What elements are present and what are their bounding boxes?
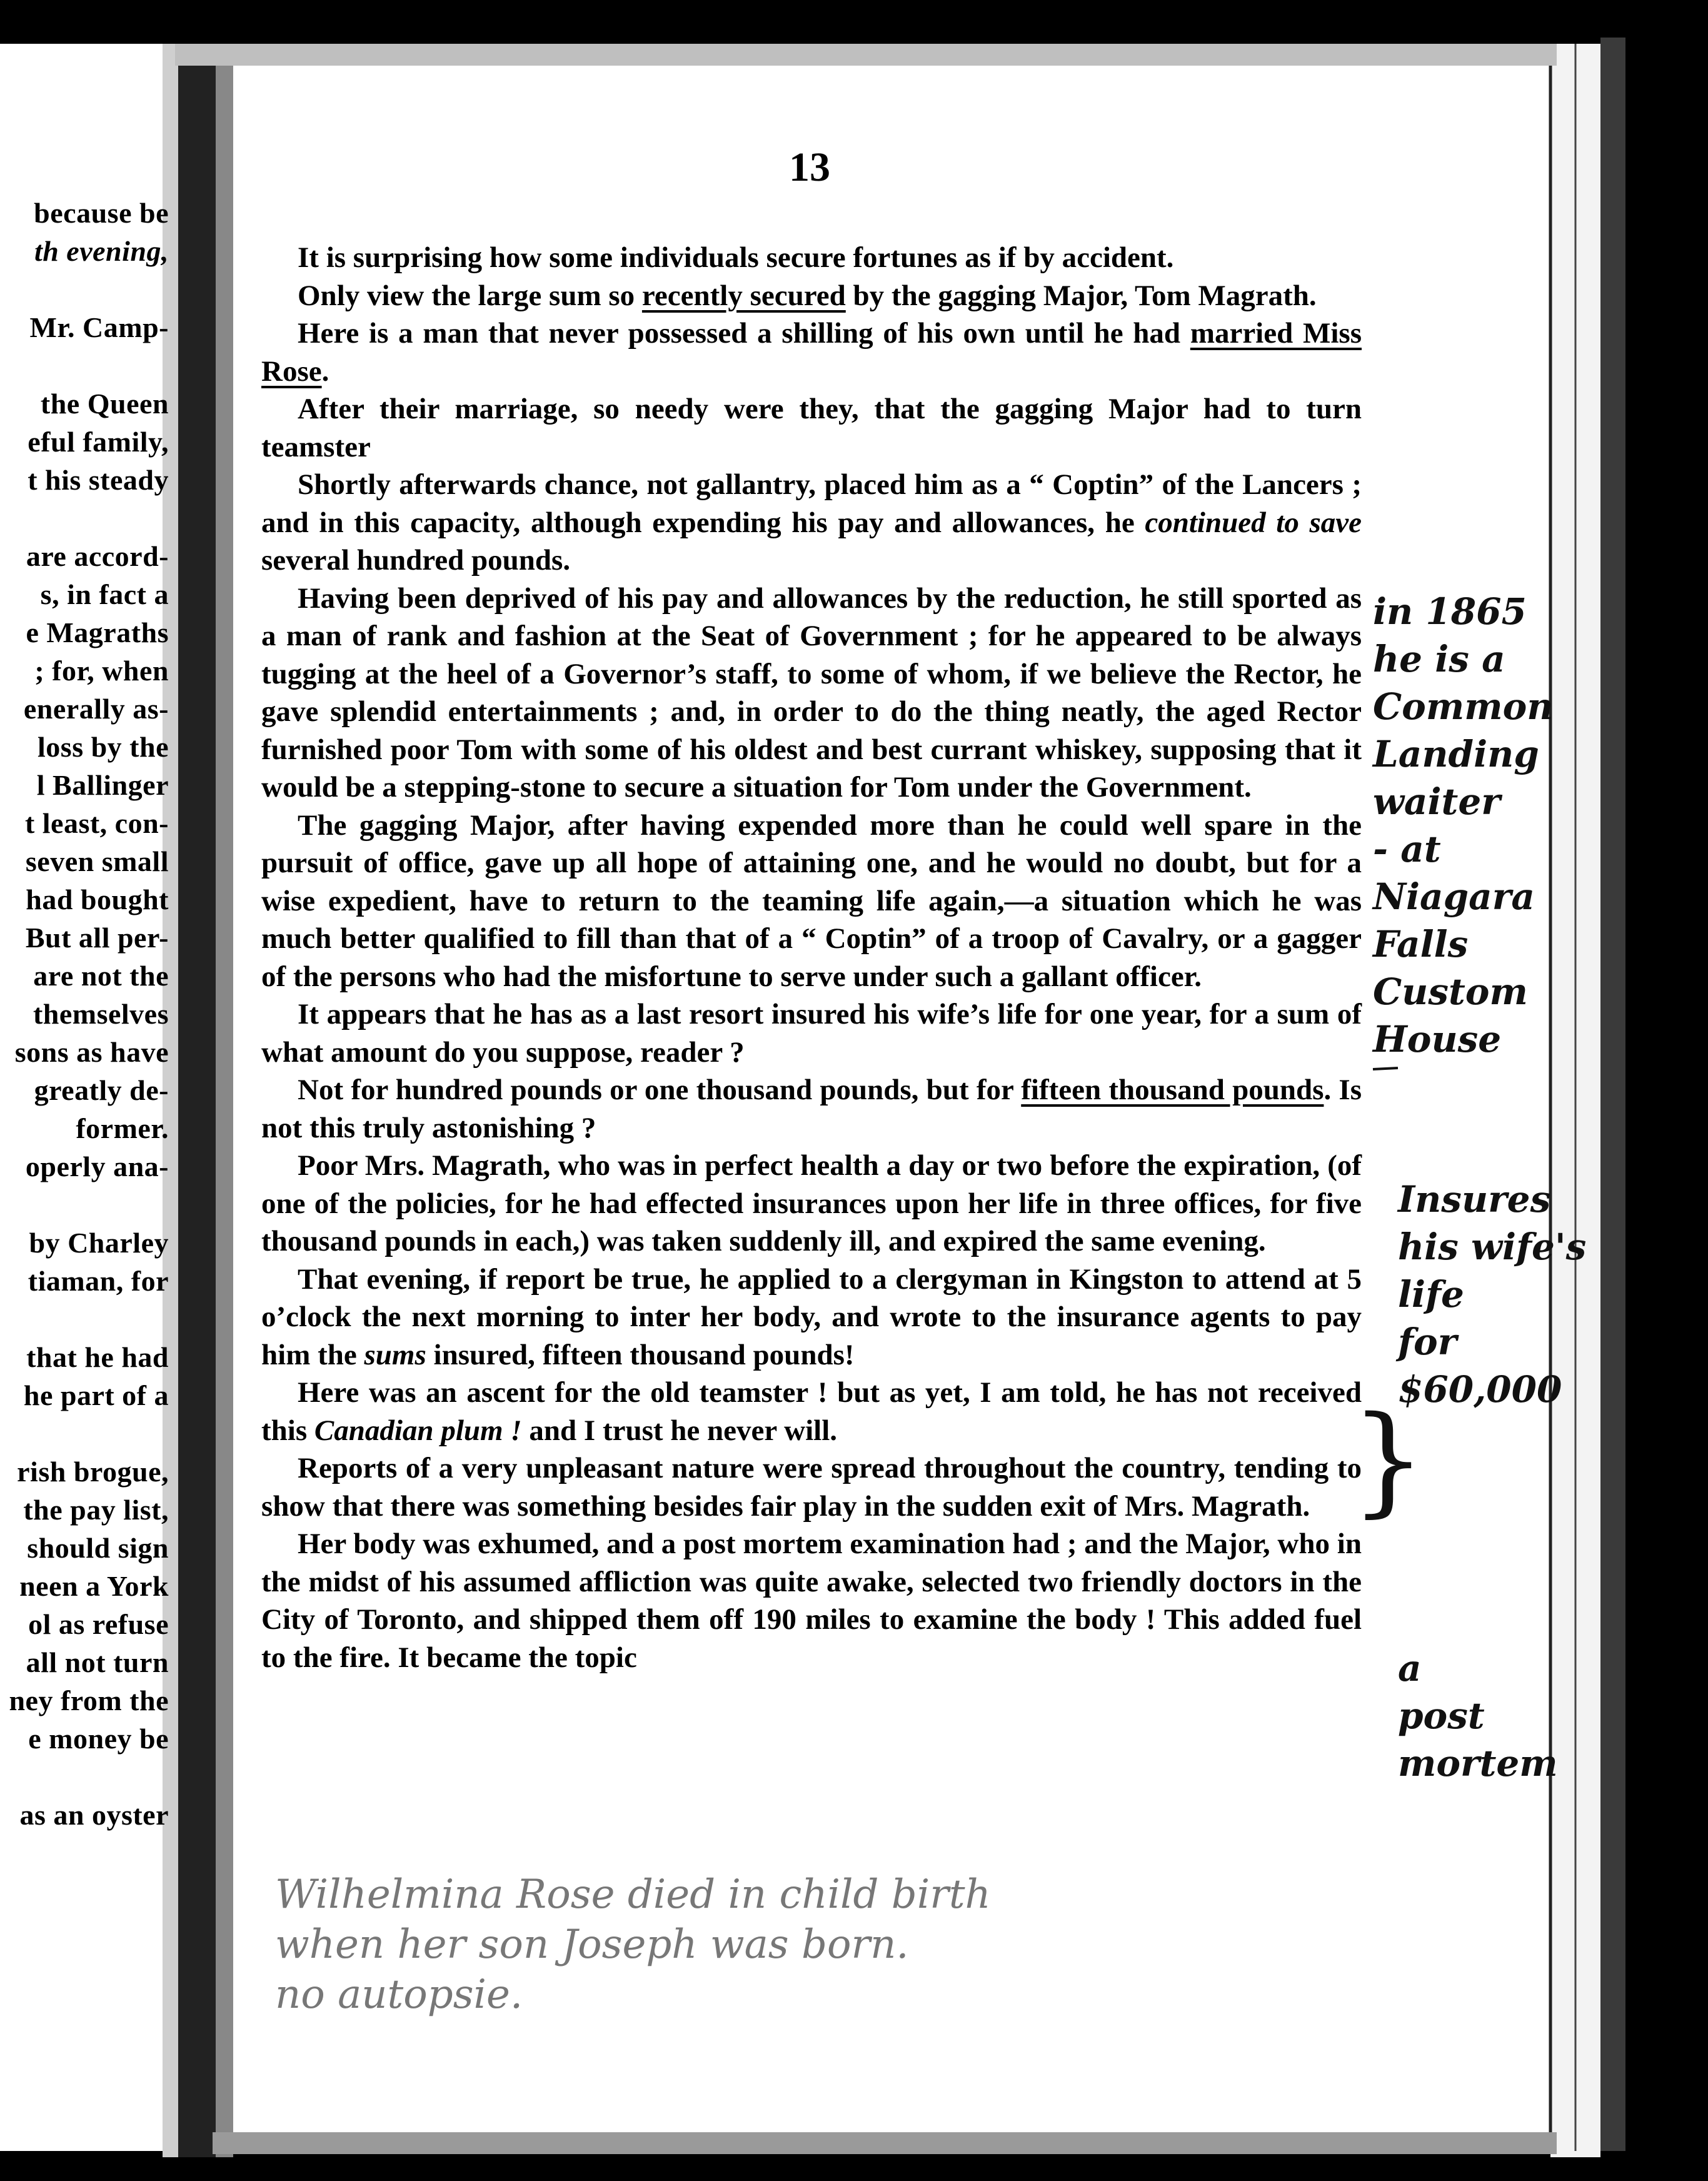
paragraph-8: It appears that he has as a last resort insured his wife’s life for one year, for a sum of what amount do you suppose, reader ? — [261, 998, 1362, 1069]
left-page-line: the pay list, — [23, 1494, 169, 1526]
handwritten-line: no autopsie. — [275, 1972, 523, 2018]
paragraph-10: Poor Mrs. Magrath, who was in perfect health a day or two before the expiration, (of one of the policies, for he had effected insurances upon her life in three offices, for five thousand pounds in each,) was taken suddenly ill, and expired the same evening. — [261, 1149, 1362, 1257]
left-page-fragment — [0, 194, 169, 1834]
left-page-line: all not turn — [26, 1646, 169, 1678]
handwritten-line: $60,000 — [1398, 1368, 1562, 1411]
paragraph-7: The gagging Major, after having expended more than he could well spare in the pursuit of office, gave up all hope of attaining one, and he would no doubt, but for a wise expedient, have to return to the teaming life again,—a situation which he was much better qualified to fill than that of a “ Coptin” of a troop of Cavalry, or a gagger of the persons who had the misfortune to serve under such a gallant officer. — [261, 808, 1362, 993]
underlined-text: recently secured — [641, 279, 846, 312]
paragraph-3: Here is a man that never possessed a shilling of his own until he had married Miss Rose. — [261, 317, 1362, 388]
handwritten-line: he is a — [1373, 638, 1505, 680]
left-page-line: had bought — [26, 884, 169, 915]
handwritten-line: Wilhelmina Rose died in child birth — [275, 1871, 991, 1918]
paragraph-5: Shortly afterwards chance, not gallantry, placed him as a “ Coptin” of the Lancers ; and in this capacity, although expending his pay and allowances, he continued to save several hundred pounds. — [261, 468, 1362, 577]
handwritten-line: Niagara — [1373, 875, 1535, 918]
pencil-note-bottom — [275, 1870, 991, 2020]
left-page-line — [0, 346, 169, 385]
left-page-line: former. — [76, 1112, 169, 1144]
handwritten-note-1865 — [1373, 588, 1553, 1063]
left-page-line: l Ballinger — [36, 769, 169, 801]
left-page-line: are not the — [33, 960, 169, 992]
left-page-line: that he had — [26, 1341, 169, 1373]
left-page-line — [0, 499, 169, 537]
left-page-line: loss by the — [38, 731, 169, 763]
handwritten-line: mortem — [1398, 1742, 1558, 1785]
handwritten-line: a — [1398, 1647, 1422, 1690]
handwritten-line: waiter — [1373, 780, 1500, 823]
left-page-line: operly ana- — [25, 1151, 169, 1182]
left-page-line: greatly de- — [34, 1074, 169, 1106]
left-page-line: ney from the — [9, 1685, 169, 1716]
handwritten-line: House — [1373, 1018, 1502, 1060]
left-page-line: by Charley — [29, 1227, 169, 1259]
left-page-line: because be — [34, 197, 169, 229]
left-page-line: Mr. Camp- — [29, 311, 169, 343]
handwritten-line: - at — [1373, 828, 1441, 870]
left-page-line: he part of a — [23, 1379, 169, 1411]
left-page-line: s, in fact a — [40, 578, 169, 610]
paragraph-1: It is surprising how some individuals secure fortunes as if by accident. — [298, 241, 1174, 274]
left-page-line — [0, 1414, 169, 1453]
paragraph-13: Reports of a very unpleasant nature were spread throughout the country, tending to show that there was something besides fair play in the sudden exit of Mrs. Magrath. — [261, 1452, 1362, 1523]
left-page-line: eful family, — [28, 426, 169, 458]
handwritten-line: Common — [1373, 685, 1554, 728]
handwritten-line: for — [1398, 1321, 1457, 1363]
left-page-line: tiaman, for — [28, 1265, 169, 1297]
handwritten-line: Falls — [1373, 923, 1469, 965]
left-page-line: neen a York — [19, 1570, 169, 1602]
left-page-line: ol as refuse — [28, 1608, 169, 1640]
left-page-line: should sign — [27, 1532, 169, 1564]
handwritten-note-insurance — [1398, 1176, 1586, 1413]
page-text — [261, 239, 1362, 1676]
paragraph-2: Only view the large sum so recently secured by the gagging Major, Tom Magrath. — [298, 279, 1317, 312]
left-page-line: rish brogue, — [17, 1456, 169, 1488]
handwritten-line: when her son Joseph was born. — [275, 1922, 909, 1968]
paragraph-4: After their marriage, so needy were they, that the gagging Major had to turn teamster — [261, 393, 1362, 463]
handwritten-line: Landing — [1373, 733, 1539, 775]
left-page-line: sons as have — [14, 1036, 169, 1068]
handwritten-line: his wife's — [1398, 1226, 1587, 1268]
paragraph-14: Her body was exhumed, and a post mortem examination had ; and the Major, who in the midst of his assumed affliction was quite awake, selected two friendly doctors in the City of Toronto, and shipped them off 190 miles to examine the body ! This added fuel to the fire. It became the topic — [261, 1528, 1362, 1674]
handwritten-line: post — [1398, 1695, 1485, 1737]
handwritten-brace: } — [1350, 1391, 1426, 1529]
left-page-line — [0, 1300, 169, 1338]
left-page-line: t his steady — [28, 464, 169, 496]
handwritten-line: life — [1398, 1273, 1464, 1316]
left-page-line: e Magraths — [26, 617, 169, 648]
paragraph-12: Here was an ascent for the old teamster ! but as yet, I am told, he has not received this Canadian plum ! and I trust he never will. — [261, 1376, 1362, 1447]
left-page-line: seven small — [25, 845, 169, 877]
left-page-line — [0, 1758, 169, 1796]
left-page-line: as an oyster — [19, 1799, 169, 1831]
paragraph-11: That evening, if report be true, he applied to a clergyman in Kingston to attend at 5 o’clock the next morning to inter her body, and wrote to the insurance agents to pay him the sums insured, fifteen thousand pounds! — [261, 1262, 1362, 1371]
paragraph-9: Not for hundred pounds or one thousand pounds, but for fifteen thousand pounds. Is not this truly astonishing ? — [261, 1074, 1362, 1144]
left-page-line: are accord- — [26, 540, 169, 572]
handwritten-line: Insures — [1398, 1178, 1551, 1221]
left-page-line: ; for, when — [34, 655, 169, 687]
left-page-line: e money be — [28, 1723, 169, 1755]
left-page-line: th evening, — [34, 235, 169, 267]
handwritten-line: in 1865 — [1373, 590, 1527, 633]
left-page-line — [0, 270, 169, 308]
left-page-line — [0, 1186, 169, 1224]
left-page-line: t least, con- — [24, 807, 169, 839]
left-page-line: themselves — [33, 998, 169, 1030]
paragraph-6: Having been deprived of his pay and allowances by the reduction, he still sported as a man of rank and fashion at the Seat of Government ; for he appeared to be always tugging at the heel of a Governor’s staff, to some of whom, if we believe the Rector, he gave splendid entertainments ; and, in order to do the thing neatly, the aged Rector furnished poor Tom with some of his oldest and best currant whiskey, supposing that it would be a stepping-stone to secure a situation for Tom under the Government. — [261, 582, 1362, 803]
left-page-line: enerally as- — [23, 693, 169, 725]
handwritten-line: Custom — [1373, 970, 1528, 1013]
left-page-line: the Queen — [40, 388, 169, 420]
underlined-text: fifteen thousand pounds — [1021, 1074, 1324, 1106]
handwritten-note-post-mortem — [1398, 1645, 1558, 1787]
underlined-text: married Miss Rose — [261, 317, 1362, 388]
left-page-line: But all per- — [25, 922, 169, 954]
page-number: 13 — [789, 144, 830, 190]
